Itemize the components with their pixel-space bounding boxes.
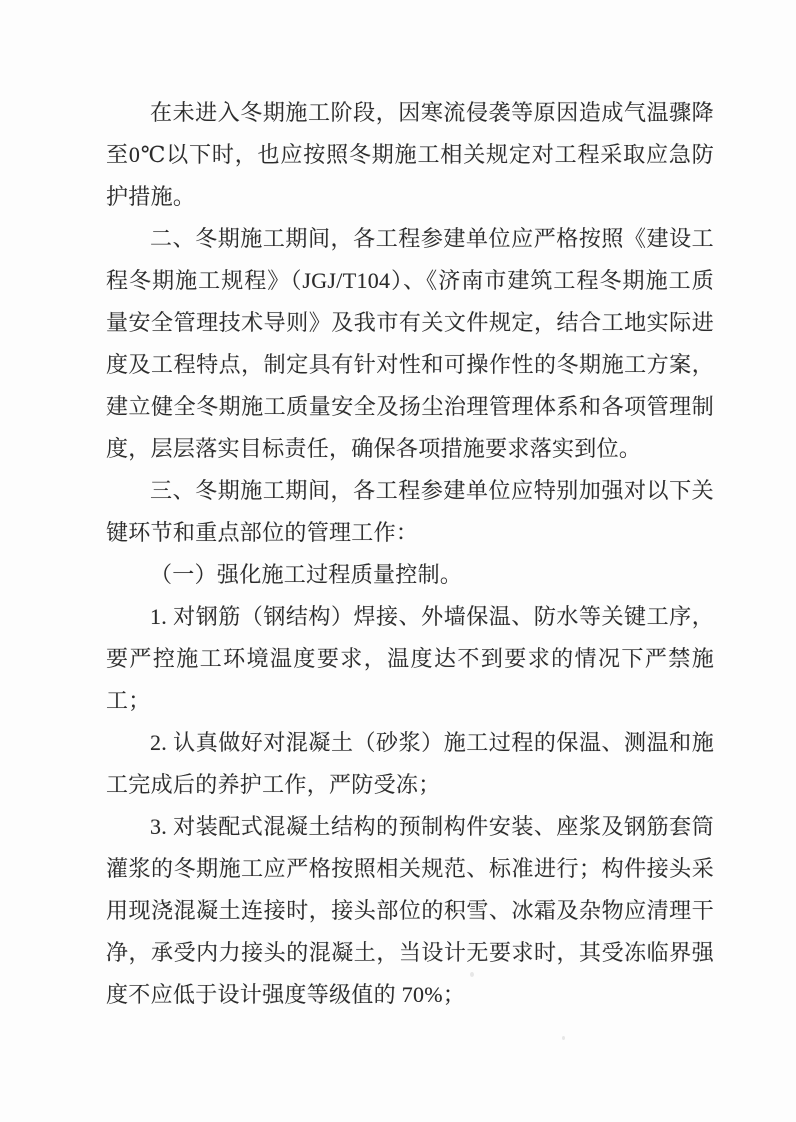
paragraph-subsection-1-quality-control: （一）强化施工过程质量控制。 [150,562,463,587]
document-body [106,92,714,1016]
paragraph-item-2-concrete-curing: 2. 认真做好对混凝土（砂浆）施工过程的保温、测温和施工完成后的养护工作，严防受冻； [106,730,714,797]
paragraph-section-3-key-points: 三、冬期施工期间，各工程参建单位应特别加强对以下关键环节和重点部位的管理工作： [106,478,714,545]
paragraph-item-1-welding-insulation: 1. 对钢筋（钢结构）焊接、外墙保温、防水等关键工序，要严控施工环境温度要求，温度达不到要求的情况下严禁施工； [106,604,714,713]
scan-artifact-speck [470,972,474,977]
paragraph-emergency-protection: 在未进入冬期施工阶段，因寒流侵袭等原因造成气温骤降至0℃以下时，也应按照冬期施工相关规定对工程采取应急防护措施。 [106,100,714,209]
paragraph-section-2-regulations: 二、冬期施工期间，各工程参建单位应严格按照《建设工程冬期施工规程》（JGJ/T104）、《济南市建筑工程冬期施工质量安全管理技术导则》及我市有关文件规定，结合工地实际进度及工程特点，制定具有针对性和可操作性的冬期施工方案，建立健全冬期施工质量安全及扬尘治理管理体系和各项管理制度，层层落实目标责任，确保各项措施要求落实到位。 [106,226,714,461]
scan-artifact-speck [562,1036,565,1040]
paragraph-item-3-prefabricated-concrete: 3. 对装配式混凝土结构的预制构件安装、座浆及钢筋套筒灌浆的冬期施工应严格按照相关规范、标准进行；构件接头采用现浇混凝土连接时，接头部位的积雪、冰霜及杂物应清理干净，承受内力接头的混凝土，当设计无要求时，其受冻临界强度不应低于设计强度等级值的 70%； [106,814,714,1007]
